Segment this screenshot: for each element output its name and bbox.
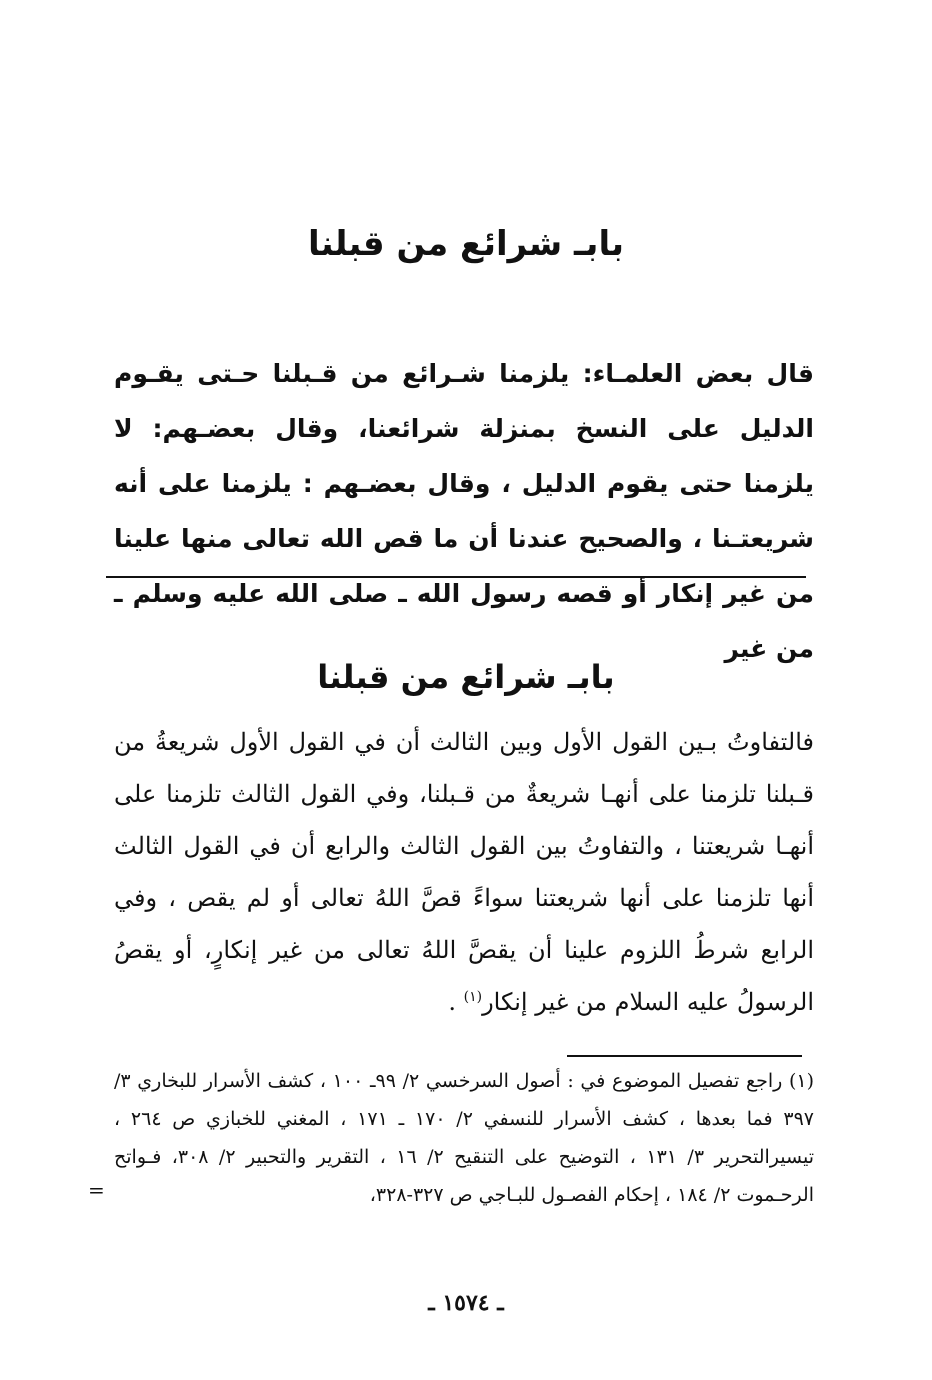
section-divider xyxy=(106,576,806,578)
footnote-reference: (١) xyxy=(463,989,483,1005)
matn-text-block: قال بعض العلمـاء: يلزمنا شـرائع من قـبلنا حـتى يقـوم الدليل على النسخ بمنزلة شرائعنا، وقال بعضـهم: لا يلزمنا حتى يقوم الدليل ، وقال بعضـهم : يلزمنا على أنه شريعتـنا ، والصحيح عندنا أن ما قص الله تعالى منها علينا من غير إنكار أو قصه رسول الله ـ صلى الله عليه وسلم ـ من غير xyxy=(114,359,814,663)
sharh-text-block xyxy=(114,716,814,1028)
sharh-end-mark: . xyxy=(448,988,464,1016)
chapter-heading-second: بابـ شرائع من قبلنا xyxy=(317,658,615,696)
footnote-continuation-mark: = xyxy=(88,1178,105,1202)
footnote-divider xyxy=(567,1055,802,1057)
page-number: ـ ١٥٧٤ ـ xyxy=(428,1290,504,1316)
footnote-text: (١) راجع تفصيل الموضوع في : أصول السرخسي ٢/ ٩٩ـ ١٠٠ ، كشف الأسرار للبخاري ٣/ ٣٩٧ فما بعدها ، كشف الأسرار للنسفي ٢/ ١٧٠ ـ ١٧١ ، المغني للخبازي ص ٢٦٤ ، تيسيرالتحرير ٣/ ١٣١ ، التوضيح على التنقيح ٢/ ١٦ ، التقرير والتحبير ٢/ ٣٠٨، فـواتح الرحـموت ٢/ ١٨٤ ، إحكام الفصـول للبـاجي ص ٣٢٧-٣٢٨، xyxy=(114,1070,815,1206)
sharh-body: فالتفاوتُ بـين القول الأول وبين الثالث أن في القول الأول شريعةُ من قـبلنا تلزمنا على أنهـا شريعةٌ من قـبلنا، وفي القول الثالث تلزمنا على أنهـا شريعتنا ، والتفاوتُ بين القول الثالث والرابع أن في القول الثالث أنها تلزمنا على أنها شريعتنا سواءً قصَّ اللهُ تعالى أو لم يقص ، وفي الرابع شرطُ اللزوم علينا أن يقصَّ اللهُ تعالى من غير إنكارٍ، أو يقصُ الرسولُ عليه السلام من غير إنكار xyxy=(114,728,814,1016)
chapter-heading-top: بابـ شرائع من قبلنا xyxy=(308,224,624,264)
